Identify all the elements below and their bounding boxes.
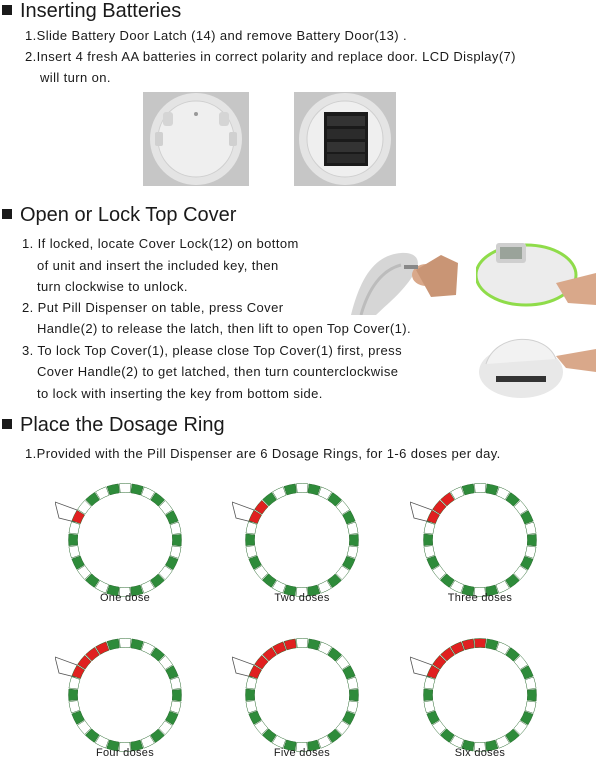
ring-segment <box>246 677 257 689</box>
battery-door-closed-photo <box>143 92 249 186</box>
ring-segment <box>69 522 80 534</box>
ring-label: Two doses <box>274 592 330 604</box>
ring-segment <box>525 522 536 534</box>
ring-segment-red <box>474 639 486 648</box>
battery-door-open-photo <box>294 92 396 186</box>
step-text: turn clockwise to unlock. <box>37 279 188 294</box>
ring-segment <box>246 522 257 534</box>
title-text: Inserting Batteries <box>20 0 182 22</box>
dosage-ring-2 <box>232 470 372 610</box>
ring-segment <box>246 546 257 558</box>
ring-segment <box>424 534 433 546</box>
press-handle-photo <box>476 235 596 315</box>
ring-segment <box>119 484 131 493</box>
title-text: Open or Lock Top Cover <box>20 204 237 226</box>
ring-segment <box>347 677 358 689</box>
ring-segment <box>424 689 433 701</box>
intro-text: 1.Provided with the Pill Dispenser are 6 Dosage Rings, for 1-6 doses per day. <box>25 446 501 461</box>
ring-segment <box>246 689 255 701</box>
dosage-ring-5 <box>232 625 372 765</box>
step-text: Handle(2) to release the latch, then lift to open Top Cover(1). <box>37 321 411 336</box>
ring-segment <box>119 639 131 648</box>
ring-segment <box>284 484 296 495</box>
ring-segment <box>424 677 435 689</box>
ring-segment <box>172 534 181 546</box>
ring-segment <box>424 546 435 558</box>
square-bullet-icon <box>2 209 12 219</box>
section-title <box>2 0 181 22</box>
step-text: 1. If locked, locate Cover Lock(12) on bottom <box>22 236 299 251</box>
section-title <box>2 414 225 436</box>
ring-segment <box>69 701 80 713</box>
ring-segment <box>525 546 536 558</box>
ring-segment <box>296 639 308 648</box>
ring-segment <box>308 639 320 650</box>
ring-segment <box>349 534 358 546</box>
ring-segment <box>69 689 78 701</box>
ring-segment <box>347 546 358 558</box>
dosage-ring-1 <box>55 470 195 610</box>
step-text: Cover Handle(2) to get latched, then turn counterclockwise <box>37 364 399 379</box>
ring-segment <box>107 484 119 495</box>
key-unlock-photo <box>346 235 464 315</box>
ring-segment <box>246 534 255 546</box>
ring-segment <box>170 677 181 689</box>
ring-label: Six doses <box>454 747 506 759</box>
dosage-ring-6 <box>410 625 550 765</box>
ring-segment <box>246 701 257 713</box>
dosage-ring-4 <box>55 625 195 765</box>
step-text: 2. Put Pill Dispenser on table, press Cover <box>22 300 284 315</box>
ring-segment <box>349 689 358 701</box>
ring-segment <box>486 484 498 495</box>
ring-label: Five doses <box>273 747 331 759</box>
ring-label: Four doses <box>95 747 155 759</box>
ring-segment <box>69 546 80 558</box>
ring-segment <box>486 639 498 650</box>
step-text: 2.Insert 4 fresh AA batteries in correct polarity and replace door. LCD Display(7) <box>25 49 516 64</box>
ring-label: One dose <box>99 592 151 604</box>
ring-segment <box>347 522 358 534</box>
step-text: 1.Slide Battery Door Latch (14) and remove Battery Door(13) . <box>25 28 408 43</box>
step-text: of unit and insert the included key, then <box>37 258 279 273</box>
title-text: Place the Dosage Ring <box>20 414 225 436</box>
ring-segment <box>69 677 80 689</box>
dosage-ring-3 <box>410 470 550 610</box>
ring-segment-red <box>462 639 474 650</box>
ring-segment <box>296 484 308 493</box>
ring-segment <box>170 522 181 534</box>
ring-segment <box>131 639 143 650</box>
ring-segment <box>107 639 119 650</box>
ring-segment <box>527 689 536 701</box>
section-title <box>2 204 236 226</box>
square-bullet-icon <box>2 419 12 429</box>
ring-segment <box>172 689 181 701</box>
step-text: 3. To lock Top Cover(1), please close Top Cover(1) first, press <box>22 343 402 358</box>
ring-segment <box>69 534 78 546</box>
ring-segment <box>424 522 435 534</box>
step-text: to lock with inserting the key from bottom side. <box>37 386 323 401</box>
ring-segment <box>308 484 320 495</box>
ring-segment <box>527 534 536 546</box>
ring-segment <box>170 546 181 558</box>
open-cover-photo <box>476 324 596 404</box>
ring-segment <box>474 484 486 493</box>
ring-segment <box>424 701 435 713</box>
ring-segment <box>525 701 536 713</box>
ring-segment <box>170 701 181 713</box>
ring-segment <box>462 484 474 495</box>
ring-segment <box>347 701 358 713</box>
ring-segment-red <box>284 639 296 650</box>
ring-label: Three doses <box>447 592 513 604</box>
square-bullet-icon <box>2 5 12 15</box>
ring-segment <box>525 677 536 689</box>
ring-segment <box>131 484 143 495</box>
step-text: will turn on. <box>40 70 111 85</box>
